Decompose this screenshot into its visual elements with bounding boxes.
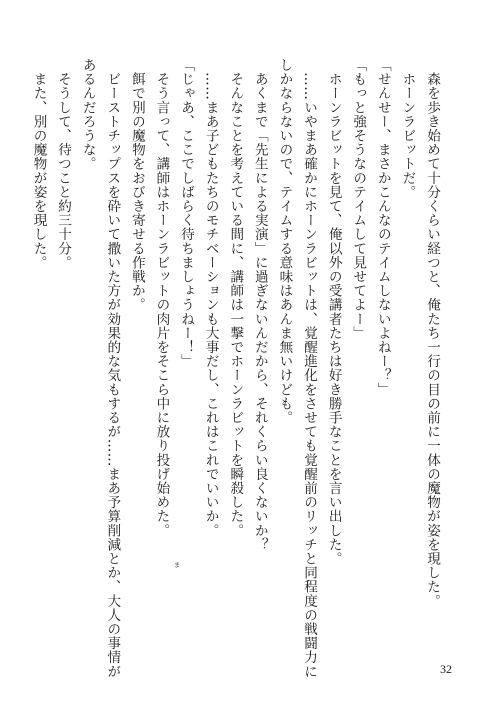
text-line: しかならないので、テイムする意味はあんま無いけども。 (276, 58, 293, 425)
text-line: 餌で別の魔物をおびき寄せる作戦か。 (128, 58, 145, 312)
text-line: ホーンラビットを見て、俺以外の受講者たちは好き勝手なことを言い出した。 (325, 58, 342, 566)
text-line: ……まあ子どもたちのモチベーションも大事だし、これはこれでいいか。 (202, 58, 219, 538)
text-line: ビーストチップスを砕いて撒いた方が効果的な気もするが……まあ予算削減とか、大人の事情が (104, 58, 121, 679)
text-line: 「じゃあ、ここでしばらく待ちましょうねー！」 (178, 58, 195, 369)
text-line: また、別の魔物が姿を現した。 (30, 58, 47, 270)
text-line: あくまで「先生による実演」に過ぎないんだから、それくらい良くないか？ (251, 58, 268, 552)
body-text (30, 58, 444, 679)
text-line: そうして、待つこと約三十分。 (55, 58, 72, 270)
text-line: 「せんせー、まさかこんなのテイムしないよねー？」 (374, 58, 391, 397)
text-line: 森を歩き始めて十分くらい経つと、俺たち一行の目の前に一体の魔物が姿を現した。 (424, 58, 440, 608)
text-line: そう言って、講師はホーンラビットの肉片をそこら中に放り投げ始めた。 (153, 58, 170, 538)
text-line: そんなことを考えている間に、講師は一撃でホーンラビットを瞬殺した。 (227, 58, 244, 538)
text-line: ……いやまあ確かにホーンラビットは、覚醒進化をさせても覚醒前のリッチと同程度の戦闘力に (301, 58, 318, 679)
text-line: ホーンラビットだ。 (399, 58, 416, 199)
page-number: 32 (440, 662, 452, 676)
text-line: 「もっと強そうなのテイムして見せてよー」 (350, 58, 367, 340)
ruby-annotation: ま (174, 562, 181, 569)
text-line: あるんだろうな。 (79, 58, 96, 171)
